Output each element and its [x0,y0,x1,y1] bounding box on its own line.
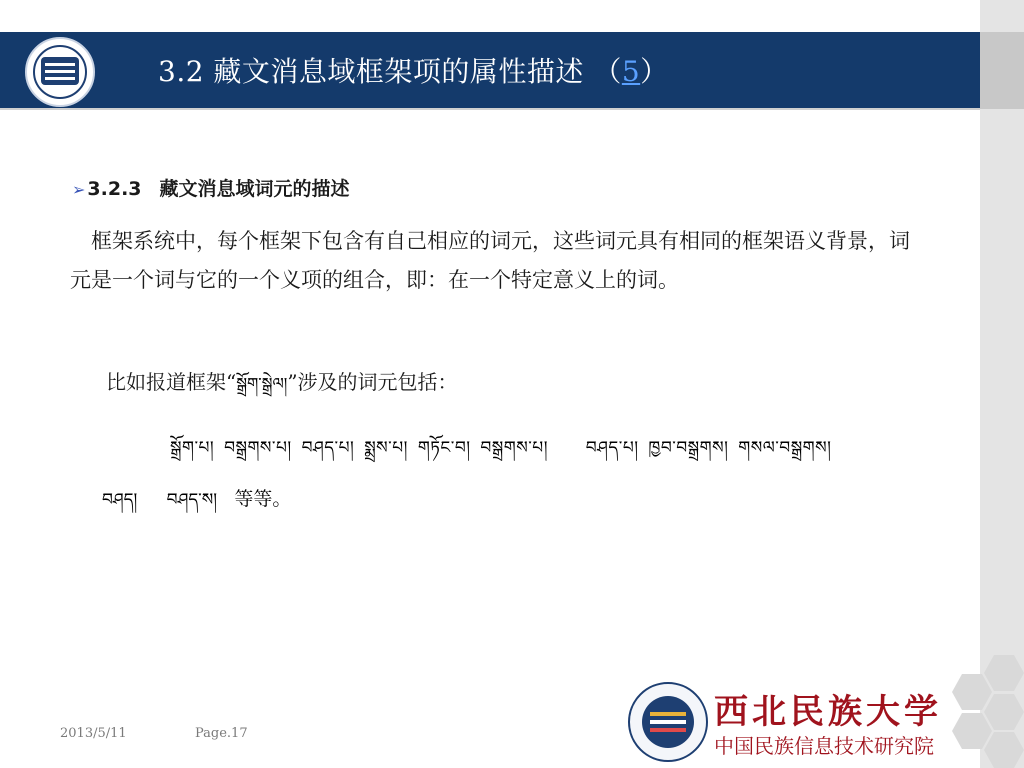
tibetan-word: བསྒྲགས་པ། [480,438,548,458]
section-title: 藏文消息域词元的描述 [159,178,350,200]
body-paragraph: 框架系统中，每个框架下包含有自己相应的词元，这些词元具有相同的框架语义背景，词元是一个词与它的一个义项的组合，即：在一个特定意义上的词。 [70,229,910,292]
tibetan-lexical-units-line-1 [170,428,835,476]
title-number-link[interactable]: 5 [621,55,641,88]
header-divider [0,108,980,110]
example-suffix: ”涉及的词元包括： [287,370,458,394]
footer-university-emblem [628,682,708,762]
emblem-band [650,728,686,732]
university-logo [25,37,95,107]
section-number: 3.2.3 [87,178,142,200]
example-frame-tibetan: སྒྲོག་སྒྲེལ། [236,374,288,393]
tibetan-word: གཏོང་བ། [417,438,471,458]
etc-text: 等等。 [234,488,292,510]
logo-stripe [45,63,75,66]
emblem-band [650,720,686,724]
example-line [106,366,458,411]
tibetan-lexical-units-line-2 [102,480,291,528]
side-strip-block [980,32,1024,109]
section-heading [72,174,350,201]
tibetan-word: གསལ་བསྒྲགས། [738,438,832,458]
footer-date: 2013/5/11 [60,726,127,741]
tibetan-word: བསྒྲགས་པ། [224,438,292,458]
tibetan-word: སྒྲོག་པ། [170,438,215,458]
tibetan-word: ཁྱབ་བསྒྲགས། [648,438,729,458]
tibetan-word: སྨྲས་པ། [364,438,408,458]
logo-stripe [45,77,75,80]
footer-page-number: Page.17 [195,726,248,741]
emblem-band [650,712,686,716]
tibetan-word: བཤད། [102,490,138,510]
logo-stripe [45,70,75,73]
side-strip [980,0,1024,768]
university-name: 西北民族大学 [714,692,942,732]
bullet-arrow-icon: ➢ [72,180,86,199]
slide-title [158,50,669,90]
title-close-paren: ） [640,55,669,88]
example-prefix: 比如报道框架“ [106,370,237,394]
title-text: 3.2 藏文消息域框架项的属性描述 （ [158,55,622,88]
institute-name: 中国民族信息技术研究院 [714,734,934,758]
tibetan-word: བཤད་པ། [585,438,639,458]
tibetan-word: བཤད་པ། [301,438,355,458]
tibetan-word: བཤད་ས། [166,490,217,510]
